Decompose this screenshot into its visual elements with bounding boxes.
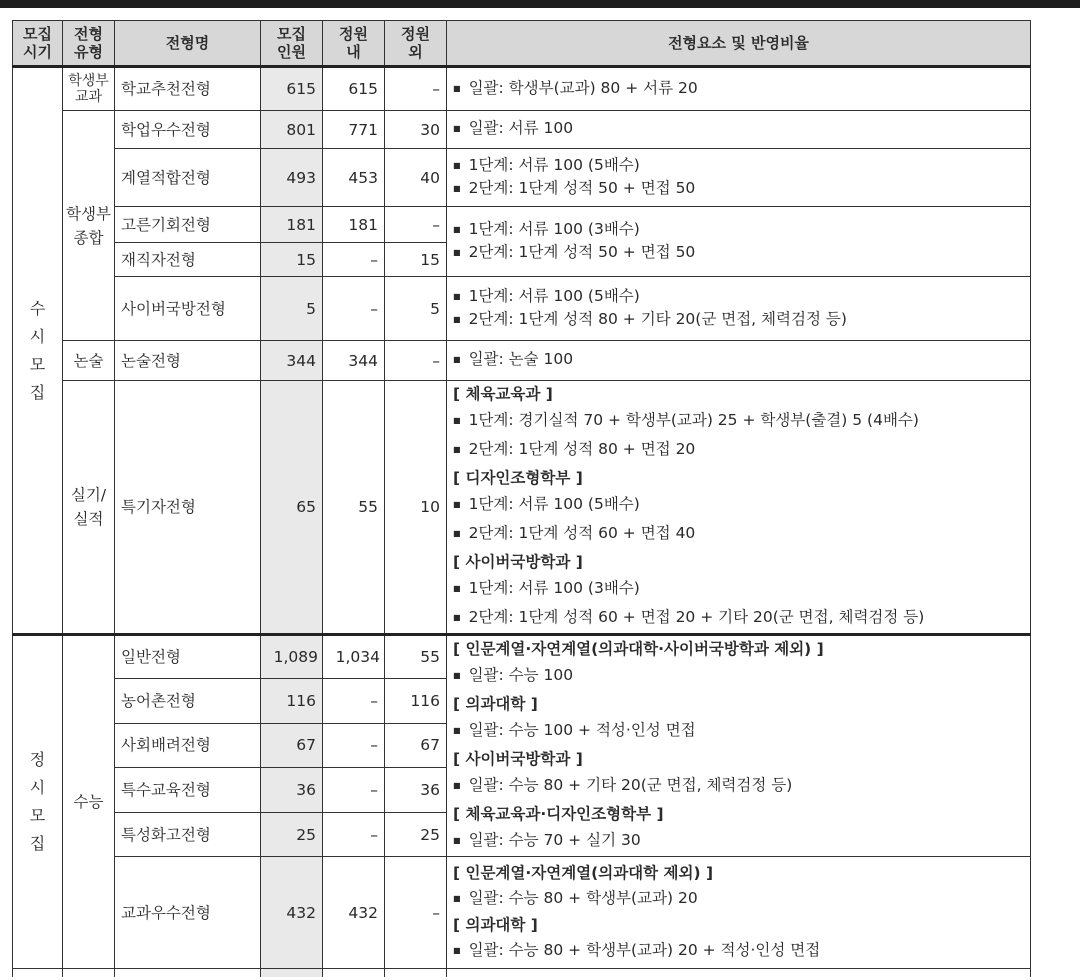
row-name: 계열적합전형 xyxy=(115,149,261,207)
row-elements xyxy=(447,67,1031,111)
row-name: 사이버국방전형 xyxy=(115,277,261,341)
row-out: – xyxy=(385,67,447,111)
track-heading: [ 사이버국방학과 ] xyxy=(453,750,583,768)
element-line: ■ 일괄: 서류 100 xyxy=(453,118,1024,141)
row-elements xyxy=(447,207,1031,277)
element-line: ■ 2단계: 1단계 성적 80 + 면접 20 xyxy=(453,436,1024,465)
table-row xyxy=(13,341,1031,381)
table-row-cut xyxy=(13,969,1031,978)
row-name: 특성화고전형 xyxy=(115,813,261,857)
row-name: 일반전형 xyxy=(115,635,261,679)
row-elements xyxy=(447,635,1031,857)
row-out: 25 xyxy=(385,813,447,857)
row-out: – xyxy=(385,857,447,969)
cut-cell xyxy=(447,969,1031,978)
row-in: 344 xyxy=(323,341,385,381)
row-total: 181 xyxy=(261,207,323,243)
row-total: 344 xyxy=(261,341,323,381)
row-elements xyxy=(447,381,1031,635)
row-name: 고른기회전형 xyxy=(115,207,261,243)
row-name: 재직자전형 xyxy=(115,243,261,277)
row-out: 10 xyxy=(385,381,447,635)
row-out: – xyxy=(385,341,447,381)
row-in: 55 xyxy=(323,381,385,635)
track-heading: [ 의과대학 ] xyxy=(453,695,538,713)
element-line: ■ 2단계: 1단계 성적 50 + 면접 50 xyxy=(453,242,1024,265)
track-heading: [ 인문계열·자연계열(의과대학·사이버국방학과 제외) ] xyxy=(453,640,824,658)
row-total: 615 xyxy=(261,67,323,111)
row-name: 교과우수전형 xyxy=(115,857,261,969)
row-in: – xyxy=(323,768,385,813)
document-page xyxy=(0,8,1080,980)
element-line: ■ 일괄: 수능 100 xyxy=(453,662,1024,691)
col-in-quota: 정원 내 xyxy=(323,21,385,67)
row-in: 615 xyxy=(323,67,385,111)
row-total: 36 xyxy=(261,768,323,813)
element-line: ■ 1단계: 서류 100 (5배수) xyxy=(453,286,1024,309)
table-row xyxy=(13,207,1031,243)
row-out: 30 xyxy=(385,111,447,149)
row-elements xyxy=(447,277,1031,341)
track-heading: [ 사이버국방학과 ] xyxy=(453,553,583,571)
track-heading: [ 인문계열·자연계열(의과대학 제외) ] xyxy=(453,863,714,882)
element-line: ■ 2단계: 1단계 성적 60 + 면접 20 + 기타 20(군 면접, 체력검정 등) xyxy=(453,604,1024,633)
table-row xyxy=(13,635,1031,679)
element-line: ■ 일괄: 수능 80 + 학생부(교과) 20 + 적성·인성 면접 xyxy=(453,938,1024,965)
col-out-quota: 정원 외 xyxy=(385,21,447,67)
cut-cell xyxy=(323,969,385,978)
row-in: 432 xyxy=(323,857,385,969)
row-total: 5 xyxy=(261,277,323,341)
table-row xyxy=(13,277,1031,341)
row-out: – xyxy=(385,207,447,243)
cut-cell xyxy=(385,969,447,978)
row-total: 25 xyxy=(261,813,323,857)
row-total: 493 xyxy=(261,149,323,207)
track-heading: [ 체육교육과 ] xyxy=(453,385,553,403)
group-jeongsi: 정 시 모 집 xyxy=(13,635,63,969)
type-silgi: 실기/ 실적 xyxy=(63,381,115,635)
row-in: – xyxy=(323,723,385,768)
cut-cell xyxy=(63,969,115,978)
cut-cell xyxy=(13,969,63,978)
col-type: 전형 유형 xyxy=(63,21,115,67)
row-in: – xyxy=(323,678,385,723)
row-total: 65 xyxy=(261,381,323,635)
cut-cell xyxy=(261,969,323,978)
type-gyogwa: 학생부 교과 xyxy=(63,67,115,111)
row-out: 116 xyxy=(385,678,447,723)
element-line: ■ 1단계: 서류 100 (5배수) xyxy=(453,155,1024,178)
table-row xyxy=(13,381,1031,635)
row-total: 432 xyxy=(261,857,323,969)
element-line: ■ 일괄: 논술 100 xyxy=(453,349,1024,372)
row-name: 논술전형 xyxy=(115,341,261,381)
element-line: ■ 일괄: 수능 100 + 적성·인성 면접 xyxy=(453,717,1024,746)
row-in: 453 xyxy=(323,149,385,207)
row-total: 116 xyxy=(261,678,323,723)
element-line: ■ 1단계: 서류 100 (5배수) xyxy=(453,491,1024,520)
row-in: – xyxy=(323,813,385,857)
row-in: 181 xyxy=(323,207,385,243)
col-recruit: 모집 인원 xyxy=(261,21,323,67)
row-out: 55 xyxy=(385,635,447,679)
table-row xyxy=(13,857,1031,969)
row-total: 1,089 xyxy=(261,635,323,679)
element-line: ■ 일괄: 수능 70 + 실기 30 xyxy=(453,827,1024,856)
element-line: ■ 일괄: 학생부(교과) 80 + 서류 20 xyxy=(453,78,1024,101)
element-line: ■ 1단계: 서류 100 (3배수) xyxy=(453,575,1024,604)
row-out: 5 xyxy=(385,277,447,341)
table-row xyxy=(13,149,1031,207)
col-period: 모집 시기 xyxy=(13,21,63,67)
group-susi: 수 시 모 집 xyxy=(13,67,63,635)
table-row xyxy=(13,67,1031,111)
row-elements xyxy=(447,857,1031,969)
col-name: 전형명 xyxy=(115,21,261,67)
row-elements xyxy=(447,341,1031,381)
type-suneung: 수능 xyxy=(63,635,115,969)
element-line: ■ 2단계: 1단계 성적 60 + 면접 40 xyxy=(453,520,1024,549)
track-heading: [ 의과대학 ] xyxy=(453,915,538,934)
row-in: 1,034 xyxy=(323,635,385,679)
element-line: ■ 2단계: 1단계 성적 80 + 기타 20(군 면접, 체력검정 등) xyxy=(453,309,1024,332)
row-total: 15 xyxy=(261,243,323,277)
type-jonghap: 학생부 종합 xyxy=(63,111,115,341)
row-out: 36 xyxy=(385,768,447,813)
element-line: ■ 1단계: 경기실적 70 + 학생부(교과) 25 + 학생부(출결) 5 (4배수) xyxy=(453,407,1024,436)
row-name: 농어촌전형 xyxy=(115,678,261,723)
admission-table xyxy=(12,20,1031,977)
track-heading: [ 체육교육과·디자인조형학부 ] xyxy=(453,805,664,823)
type-nonsul: 논술 xyxy=(63,341,115,381)
header-row xyxy=(13,21,1031,67)
row-in: 771 xyxy=(323,111,385,149)
row-total: 67 xyxy=(261,723,323,768)
row-name: 학업우수전형 xyxy=(115,111,261,149)
row-elements xyxy=(447,149,1031,207)
row-in: – xyxy=(323,243,385,277)
element-line: ■ 일괄: 수능 80 + 기타 20(군 면접, 체력검정 등) xyxy=(453,772,1024,801)
table-row xyxy=(13,111,1031,149)
element-line: ■ 1단계: 서류 100 (3배수) xyxy=(453,219,1024,242)
row-out: 67 xyxy=(385,723,447,768)
row-name: 학교추천전형 xyxy=(115,67,261,111)
row-name: 사회배려전형 xyxy=(115,723,261,768)
col-elements: 전형요소 및 반영비율 xyxy=(447,21,1031,67)
element-line: ■ 일괄: 수능 80 + 학생부(교과) 20 xyxy=(453,886,1024,913)
element-line: ■ 2단계: 1단계 성적 50 + 면접 50 xyxy=(453,178,1024,201)
row-name: 특수교육전형 xyxy=(115,768,261,813)
row-in: – xyxy=(323,277,385,341)
track-heading: [ 디자인조형학부 ] xyxy=(453,469,583,487)
row-out: 15 xyxy=(385,243,447,277)
row-name: 특기자전형 xyxy=(115,381,261,635)
cut-cell xyxy=(115,969,261,978)
row-elements xyxy=(447,111,1031,149)
row-total: 801 xyxy=(261,111,323,149)
row-out: 40 xyxy=(385,149,447,207)
